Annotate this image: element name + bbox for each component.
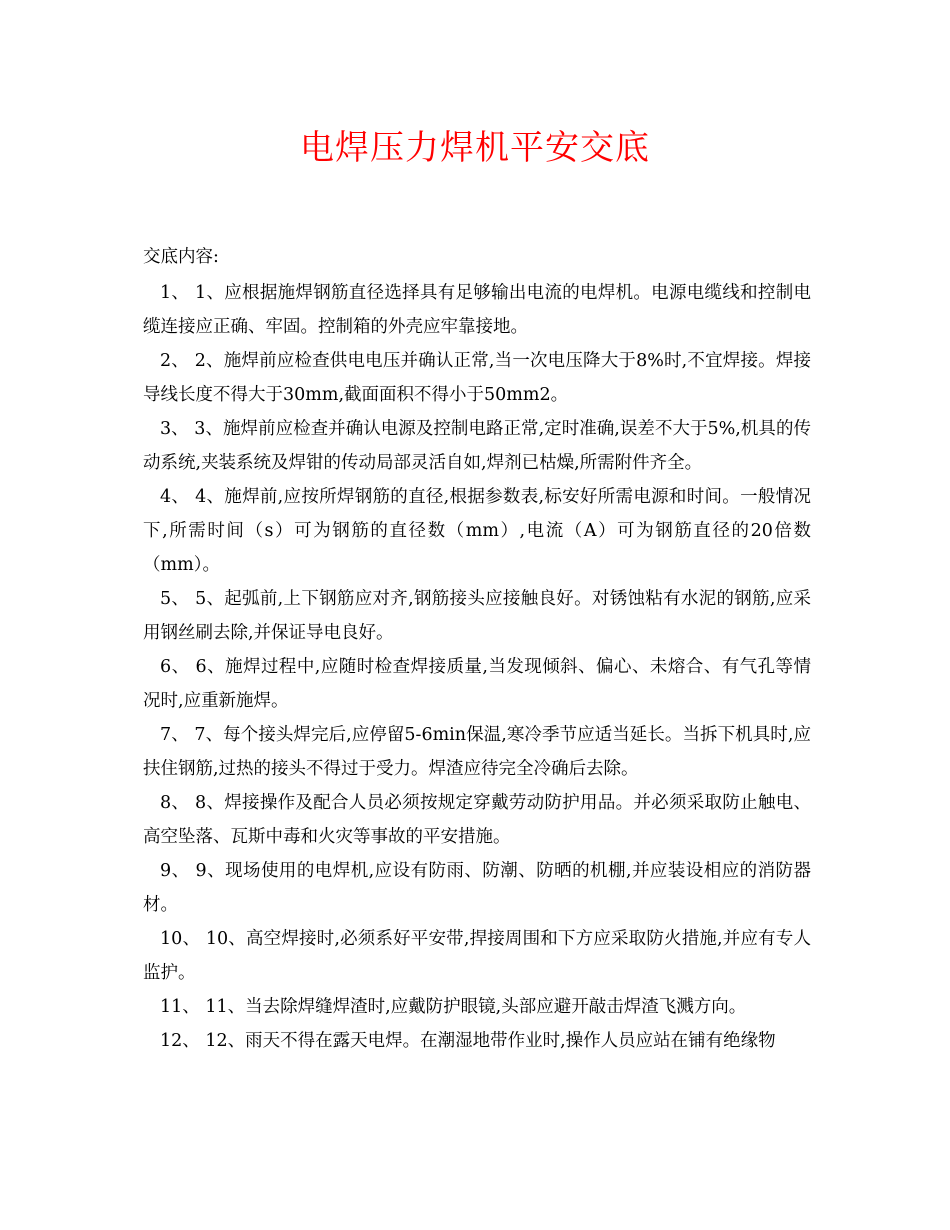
list-item: 9、 9、现场使用的电焊机,应设有防雨、防潮、防晒的机棚,并应装设相应的消防器材。 [143,861,811,915]
document-title: 电焊压力焊机平安交底 [300,128,650,168]
intro-label: 交底内容: [143,247,219,267]
list-item: 8、 8、焊接操作及配合人员必须按规定穿戴劳动防护用品。并必须采取防止触电、高空坠落、瓦斯中毒和火灾等事故的平安措施。 [143,793,811,847]
list-item: 10、 10、高空焊接时,必须系好平安带,捍接周围和下方应采取防火措施,并应有专人监护。 [143,929,811,983]
list-item: 1、 1、应根据施焊钢筋直径选择具有足够输出电流的电焊机。电源电缆线和控制电缆连接应正确、牢固。控制箱的外壳应牢靠接地。 [143,283,811,337]
list-item: 4、 4、施焊前,应按所焊钢筋的直径,根据参数表,标安好所需电源和时间。一般情况下,所需时间（s）可为钢筋的直径数（mm）,电流（A）可为钢筋直径的20倍数（mm）。 [143,487,811,575]
list-item: 7、 7、每个接头焊完后,应停留5-6min保温,寒冷季节应适当延长。当拆下机具时,应扶住钢筋,过热的接头不得过于受力。焊渣应待完全冷确后去除。 [143,725,811,779]
list-item: 2、 2、施焊前应检查供电电压并确认正常,当一次电压降大于8%时,不宜焊接。焊接导线长度不得大于30mm,截面面积不得小于50mm2。 [143,351,811,405]
document-body [143,240,811,1058]
list-item: 3、 3、施焊前应检查并确认电源及控制电路正常,定时准确,误差不大于5%,机具的传动系统,夹装系统及焊钳的传动局部灵活自如,焊剂已枯燥,所需附件齐全。 [143,419,811,473]
list-item: 12、 12、雨天不得在露天电焊。在潮湿地带作业时,操作人员应站在铺有绝缘物 [160,1031,776,1051]
list-item: 5、 5、起弧前,上下钢筋应对齐,钢筋接头应接触良好。对锈蚀粘有水泥的钢筋,应采用钢丝刷去除,并保证导电良好。 [143,589,811,643]
list-item: 6、 6、施焊过程中,应随时检查焊接质量,当发现倾斜、偏心、未熔合、有气孔等情况时,应重新施焊。 [143,657,811,711]
list-item: 11、 11、当去除焊缝焊渣时,应戴防护眼镜,头部应避开敲击焊渣飞溅方向。 [160,997,747,1017]
